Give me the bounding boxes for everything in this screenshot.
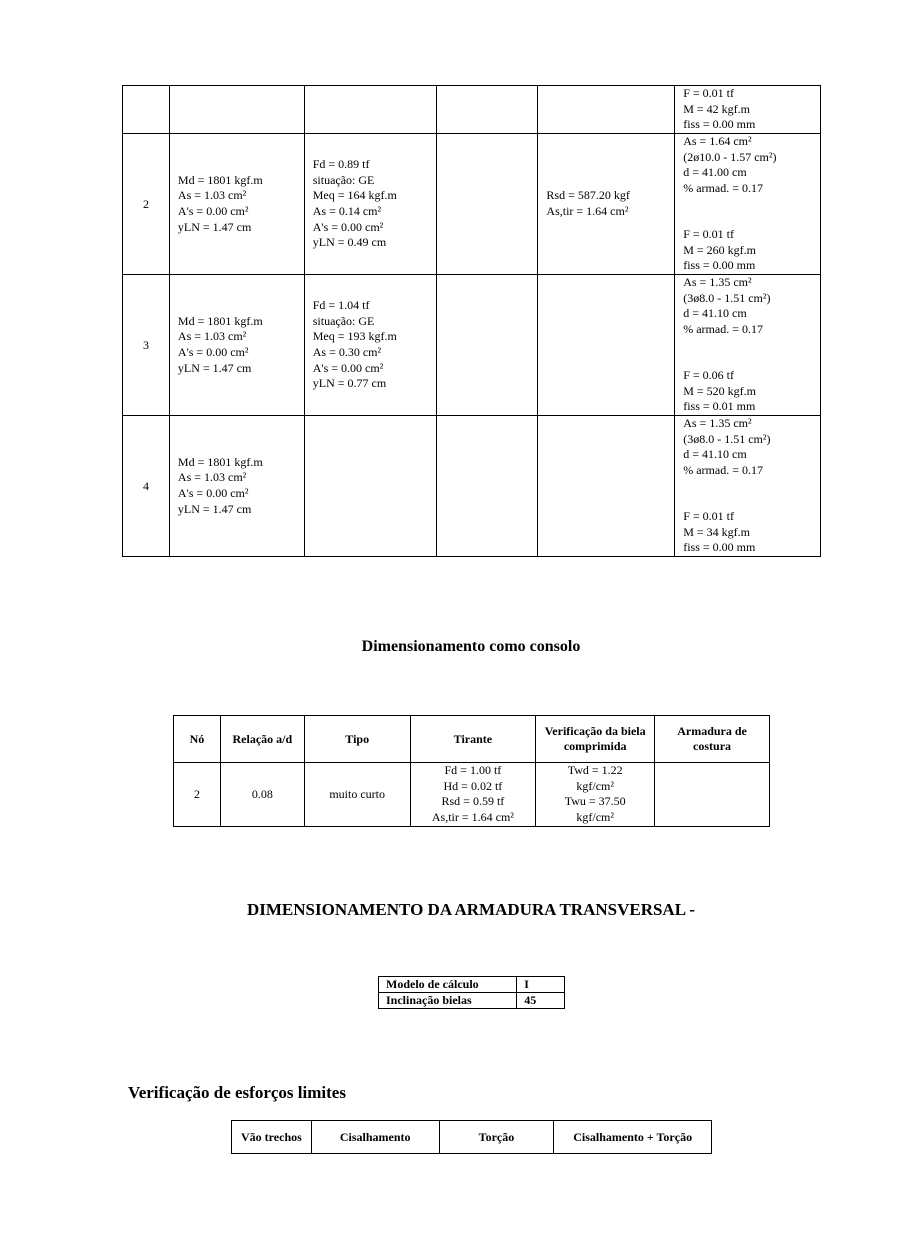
cell-flexao-composta: Fd = 1.04 tf situação: GE Meq = 193 kgf.m As = 0.30 cm² A's = 0.00 cm² yLN = 0.77 cm	[304, 275, 436, 416]
armadura-result: As = 1.35 cm² (3ø8.0 - 1.51 cm²) d = 41.10 cm % armad. = 0.17	[683, 416, 771, 478]
transversal-title: DIMENSIONAMENTO DA ARMADURA TRANSVERSAL -	[246, 900, 696, 919]
param-value: I	[517, 977, 565, 993]
esforcos-table	[231, 1120, 712, 1154]
consolo-cell-costura	[655, 763, 770, 827]
fissuracao-result: F = 0.01 tf M = 260 kgf.m fiss = 0.00 mm	[683, 226, 756, 273]
cell-no: 4	[123, 416, 170, 557]
consolo-header-relacao: Relação a/d	[220, 716, 304, 763]
cell-armadura	[675, 134, 821, 275]
esforcos-header-cisalhamento: Cisalhamento	[311, 1121, 439, 1154]
param-label: Inclinação bielas	[379, 993, 517, 1009]
reinforcement-table	[122, 85, 821, 557]
cell-armadura	[675, 416, 821, 557]
cell-tirante: Rsd = 587.20 kgf As,tir = 1.64 cm²	[538, 134, 675, 275]
cell-flexao: Md = 1801 kgf.m As = 1.03 cm² A's = 0.00 cm² yLN = 1.47 cm	[169, 416, 304, 557]
cell-tirante	[538, 86, 675, 134]
consolo-header-costura: Armadura de costura	[655, 716, 770, 763]
cell-empty	[436, 86, 538, 134]
fissuracao-result: F = 0.01 tf M = 34 kgf.m fiss = 0.00 mm	[683, 508, 756, 555]
consolo-header-biela: Verificação da biela comprimida	[536, 716, 655, 763]
cell-no	[123, 86, 170, 134]
fissuracao-result: F = 0.06 tf M = 520 kgf.m fiss = 0.01 mm	[683, 367, 756, 414]
cell-empty	[436, 416, 538, 557]
consolo-cell-tipo: muito curto	[304, 763, 410, 827]
cell-flexao-composta: Fd = 0.89 tf situação: GE Meq = 164 kgf.m As = 0.14 cm² A's = 0.00 cm² yLN = 0.49 cm	[304, 134, 436, 275]
consolo-header-tirante: Tirante	[410, 716, 536, 763]
esforcos-header-cis-torcao: Cisalhamento + Torção	[554, 1121, 712, 1154]
esforcos-header-torcao: Torção	[439, 1121, 554, 1154]
consolo-cell-tirante: Fd = 1.00 tf Hd = 0.02 tf Rsd = 0.59 tf As,tir = 1.64 cm²	[410, 763, 536, 827]
table-row	[123, 86, 821, 134]
cell-flexao-composta	[304, 416, 436, 557]
cell-armadura	[675, 275, 821, 416]
consolo-table	[173, 715, 770, 827]
consolo-header-no: Nó	[174, 716, 221, 763]
cell-flexao	[169, 86, 304, 134]
cell-flexao: Md = 1801 kgf.m As = 1.03 cm² A's = 0.00 cm² yLN = 1.47 cm	[169, 275, 304, 416]
cell-no: 2	[123, 134, 170, 275]
transversal-params-table	[378, 976, 565, 1009]
table-row	[123, 275, 821, 416]
cell-empty	[436, 275, 538, 416]
table-row	[123, 134, 821, 275]
consolo-cell-relacao: 0.08	[220, 763, 304, 827]
table-row	[123, 416, 821, 557]
cell-tirante	[538, 275, 675, 416]
param-value: 45	[517, 993, 565, 1009]
consolo-cell-no: 2	[174, 763, 221, 827]
cell-tirante	[538, 416, 675, 557]
cell-armadura	[675, 86, 821, 134]
consolo-cell-biela: Twd = 1.22 kgf/cm² Twu = 37.50 kgf/cm²	[536, 763, 655, 827]
esforcos-header-vao: Vão trechos	[232, 1121, 312, 1154]
cell-no: 3	[123, 275, 170, 416]
cell-empty	[436, 134, 538, 275]
armadura-result: As = 1.35 cm² (3ø8.0 - 1.51 cm²) d = 41.10 cm % armad. = 0.17	[683, 275, 771, 337]
esforcos-title: Verificação de esforços limites	[128, 1083, 346, 1102]
consolo-header-tipo: Tipo	[304, 716, 410, 763]
fissuracao-result: F = 0.01 tf M = 42 kgf.m fiss = 0.00 mm	[683, 85, 756, 132]
param-label: Modelo de cálculo	[379, 977, 517, 993]
cell-flexao: Md = 1801 kgf.m As = 1.03 cm² A's = 0.00 cm² yLN = 1.47 cm	[169, 134, 304, 275]
armadura-result: As = 1.64 cm² (2ø10.0 - 1.57 cm²) d = 41.00 cm % armad. = 0.17	[683, 134, 777, 196]
cell-flexao-composta	[304, 86, 436, 134]
consolo-title: Dimensionamento como consolo	[361, 638, 581, 655]
